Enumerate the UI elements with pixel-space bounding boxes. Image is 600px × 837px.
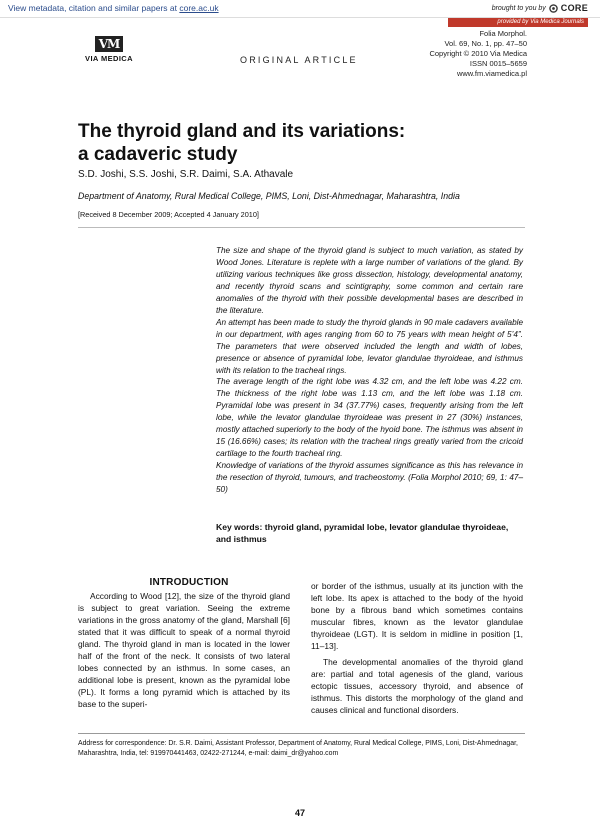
abstract-paragraph: An attempt has been made to study the thyroid glands in 90 male cadavers available in our department, with ages ranging from 60 to 75 years with mean height of 5’4”. The parameters that were observed included the length and width of lobes, presence or absence of pyramidal lobe, levator glandulae thyroideae, and isthmus with its relation to the tracheal rings.	[216, 317, 523, 375]
page-number: 47	[294, 808, 305, 818]
abstract-paragraph: Knowledge of variations of the thyroid assumes significance as this has relevance in the resection of thyroid, tumours, and tracheostomy. (Folia Morphol 2010; 69, 1: 47–50)	[216, 461, 523, 495]
abstract-paragraph: The average length of the right lobe was 4.32 cm, and the left lobe was 4.22 cm. The thickness of the right lobe was 1.13 cm, and the left lobe was 1.18 cm. Pyramidal lobe was present in 34 (37.77%) cases, frequently arising from the left lobe, while the levator glandulae thyroideae was present in 27 (30%) instances, mostly attached superiorly to the body of the hyoid bone. The isthmus was absent in 15 (16.66%) cases; its relation with the tracheal rings greatly varied from the cricoid cartilage to the fourth tracheal ring.	[216, 377, 523, 459]
title-line-2: a cadaveric study	[78, 144, 238, 165]
body-paragraph: According to Wood [12], the size of the thyroid gland is subject to great variation. Seeing the extreme variations in the gross anatomy of the gland, Marshall [6] stated that it was difficult to speak of a normal thyroid gland. The thyroid gland in man is located in the lower half of the front of the neck. It consists of two lateral lobes connected by an isthmus. In some cases, an additional lobe is present, known as the pyramidal lobe (PL). It forms a long pyramid which is attached by its base to the superi-	[78, 591, 290, 709]
journal-name: Folia Morphol.	[479, 29, 527, 38]
logo-text: VIA MEDICA	[85, 54, 133, 63]
core-brought-by[interactable]	[492, 3, 588, 13]
core-provided-by: provided by Via Medica Journals	[448, 18, 588, 27]
via-medica-logo	[80, 36, 138, 72]
journal-issn: ISSN 0015–5659	[469, 59, 527, 68]
article-type: ORIGINAL ARTICLE	[240, 55, 358, 65]
section-heading-introduction: INTRODUCTION	[149, 577, 229, 588]
received-dates: [Received 8 December 2009; Accepted 4 January 2010]	[78, 210, 259, 219]
abstract-paragraph: The size and shape of the thyroid gland is subject to much variation, as stated by Wood Jones. Literature is replete with a large number of variations of the gland. By utilizing various techniques like gross dissection, histology, developmental anatomy, and recently thyroid scans and scintigraphy, some common and certain rare anomalies of the thyroid with their possible developmental bases are described in the literature.	[216, 246, 523, 315]
core-label: CORE	[560, 3, 588, 13]
journal-info	[429, 29, 527, 79]
body-paragraph: or border of the isthmus, usually at its junction with the left lobe. Its apex is attached to the body of the hyoid bone by a fibrous band which sometimes contains muscular fibres, known as the levator glandulae thyroideae (LGT). It is seldom in midline in position [1, 11–13].	[311, 581, 523, 651]
abstract	[216, 245, 523, 496]
header-divider	[78, 227, 525, 228]
title-line-1: The thyroid gland and its variations:	[78, 121, 406, 142]
body-paragraph: The developmental anomalies of the thyroid gland are: partial and total agenesis of the gland, various ectopic tissues, accessory thyroid, and absence of isthmus. This distorts the morphology of the gland and causes clinical and functional disorders.	[311, 656, 523, 715]
journal-website[interactable]: www.fm.viamedica.pl	[456, 69, 527, 78]
core-metadata-link[interactable]	[8, 3, 219, 13]
correspondence-footnote: Address for correspondence: Dr. S.R. Daimi, Assistant Professor, Department of Anatomy, Rural Medical College, PIMS, Loni, Dist-Ahmednagar, Maharashtra, India, tel: 919970441463, 02422-271244, e-mail: daimi_dr@yahoo.com	[78, 740, 518, 757]
affiliation: Department of Anatomy, Rural Medical College, PIMS, Loni, Dist-Ahmednagar, Maharashtra, India	[78, 191, 460, 201]
core-link-prefix: View metadata, citation and similar papers at	[8, 3, 180, 13]
keywords: Key words: thyroid gland, pyramidal lobe, levator glandulae thyroideae, and isthmus	[216, 522, 509, 544]
logo-mark-icon: VM	[95, 36, 123, 52]
core-link-text[interactable]: core.ac.uk	[179, 3, 219, 13]
body-column-right	[311, 581, 523, 716]
body-column-left	[78, 591, 290, 711]
core-brought-label: brought to you by	[491, 4, 546, 12]
journal-copyright: Copyright © 2010 Via Medica	[429, 49, 527, 58]
core-logo-icon	[549, 4, 558, 13]
authors: S.D. Joshi, S.S. Joshi, S.R. Daimi, S.A. Athavale	[78, 169, 294, 180]
paper-title	[78, 120, 478, 166]
footnote-divider	[78, 733, 525, 734]
journal-volume: Vol. 69, No. 1, pp. 47–50	[444, 39, 527, 48]
